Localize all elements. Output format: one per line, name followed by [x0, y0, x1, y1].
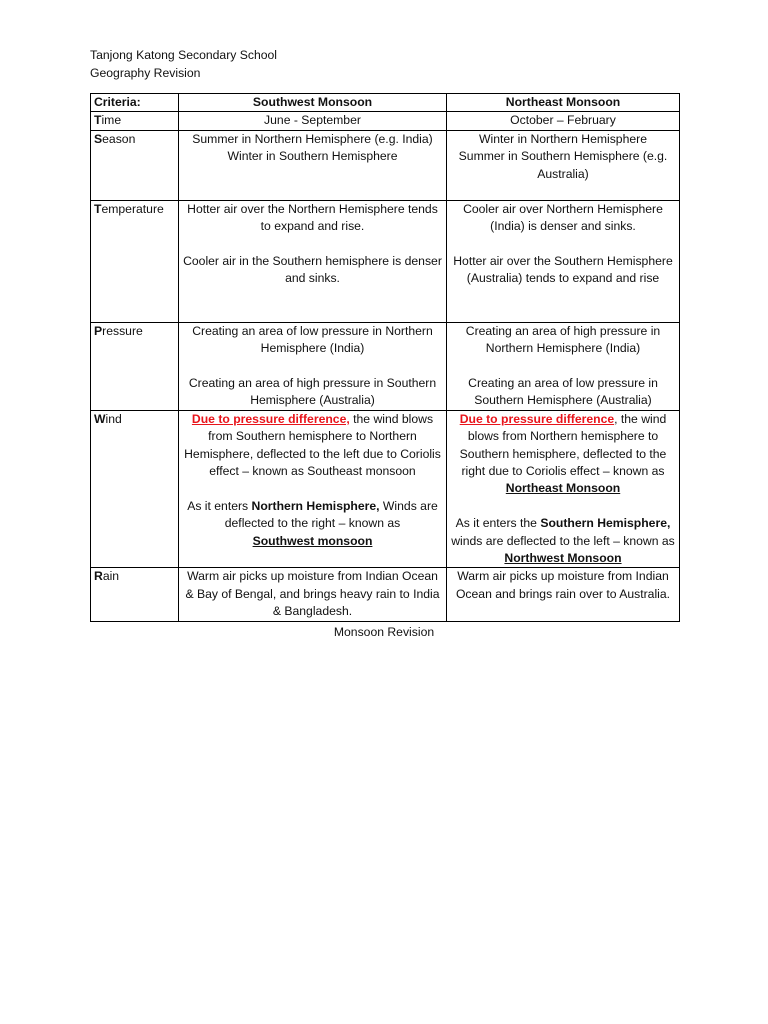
sw-wind: Due to pressure difference, the wind blows from Southern hemisphere to Northern Hemisphere, deflected to the left due to Coriolis effect – known as Southeast monsoon As it enters Northern Hemisphere, Winds are deflected to the right – known as Southwest monsoon [179, 410, 447, 568]
criteria-rain: Rain [91, 568, 179, 621]
table-row-pressure [91, 322, 680, 410]
monsoon-comparison-table [90, 93, 680, 622]
criteria-pressure: Pressure [91, 322, 179, 410]
table-header-row [91, 94, 680, 112]
sw-pressure: Creating an area of low pressure in Northern Hemisphere (India) Creating an area of high pressure in Southern Hemisphere (Australia) [179, 322, 447, 410]
sw-rain: Warm air picks up moisture from Indian Ocean & Bay of Bengal, and brings heavy rain to India & Bangladesh. [179, 568, 447, 621]
document-header [90, 46, 277, 82]
ne-wind-emphasis: Due to pressure difference [459, 411, 615, 426]
criteria-season: Season [91, 130, 179, 200]
table-row-time [91, 112, 680, 130]
ne-pressure: Creating an area of high pressure in Northern Hemisphere (India) Creating an area of low pressure in Southern Hemisphere (Australia) [447, 322, 680, 410]
criteria-temperature: Temperature [91, 200, 179, 322]
ne-monsoon-term: Northeast Monsoon [505, 481, 621, 496]
nw-monsoon-term: Northwest Monsoon [504, 551, 622, 566]
ne-time: October – February [447, 112, 680, 130]
header-northeast: Northeast Monsoon [447, 94, 680, 112]
criteria-time: Time [91, 112, 179, 130]
table-caption: Monsoon Revision [333, 625, 435, 639]
ne-temperature: Cooler air over Northern Hemisphere (India) is denser and sinks. Hotter air over the Southern Hemisphere (Australia) tends to expand and rise [447, 200, 680, 322]
sw-season: Summer in Northern Hemisphere (e.g. India) Winter in Southern Hemisphere [179, 130, 447, 200]
header-southwest: Southwest Monsoon [179, 94, 447, 112]
school-name: Tanjong Katong Secondary School [90, 48, 278, 62]
ne-rain: Warm air picks up moisture from Indian Ocean and brings rain over to Australia. [447, 568, 680, 621]
criteria-wind: Wind [91, 410, 179, 568]
table-row-wind [91, 410, 680, 568]
ne-season: Winter in Northern Hemisphere Summer in Southern Hemisphere (e.g. Australia) [447, 130, 680, 200]
sw-monsoon-term: Southwest monsoon [252, 533, 373, 548]
header-criteria: Criteria: [91, 94, 179, 112]
sw-temperature: Hotter air over the Northern Hemisphere tends to expand and rise. Cooler air in the Southern hemisphere is denser and sinks. [179, 200, 447, 322]
sw-time: June - September [179, 112, 447, 130]
table-row-season [91, 130, 680, 200]
subject-title: Geography Revision [90, 66, 201, 80]
table-row-temperature [91, 200, 680, 322]
table-row-rain [91, 568, 680, 621]
ne-wind: Due to pressure difference, the wind blows from Northern hemisphere to Southern hemisphere, deflected to the right due to Coriolis effect – known as Northeast Monsoon As it enters the Southern Hemisphere, winds are deflected to the left – known as Northwest Monsoon [447, 410, 680, 568]
sw-wind-emphasis: Due to pressure difference, [191, 411, 350, 426]
